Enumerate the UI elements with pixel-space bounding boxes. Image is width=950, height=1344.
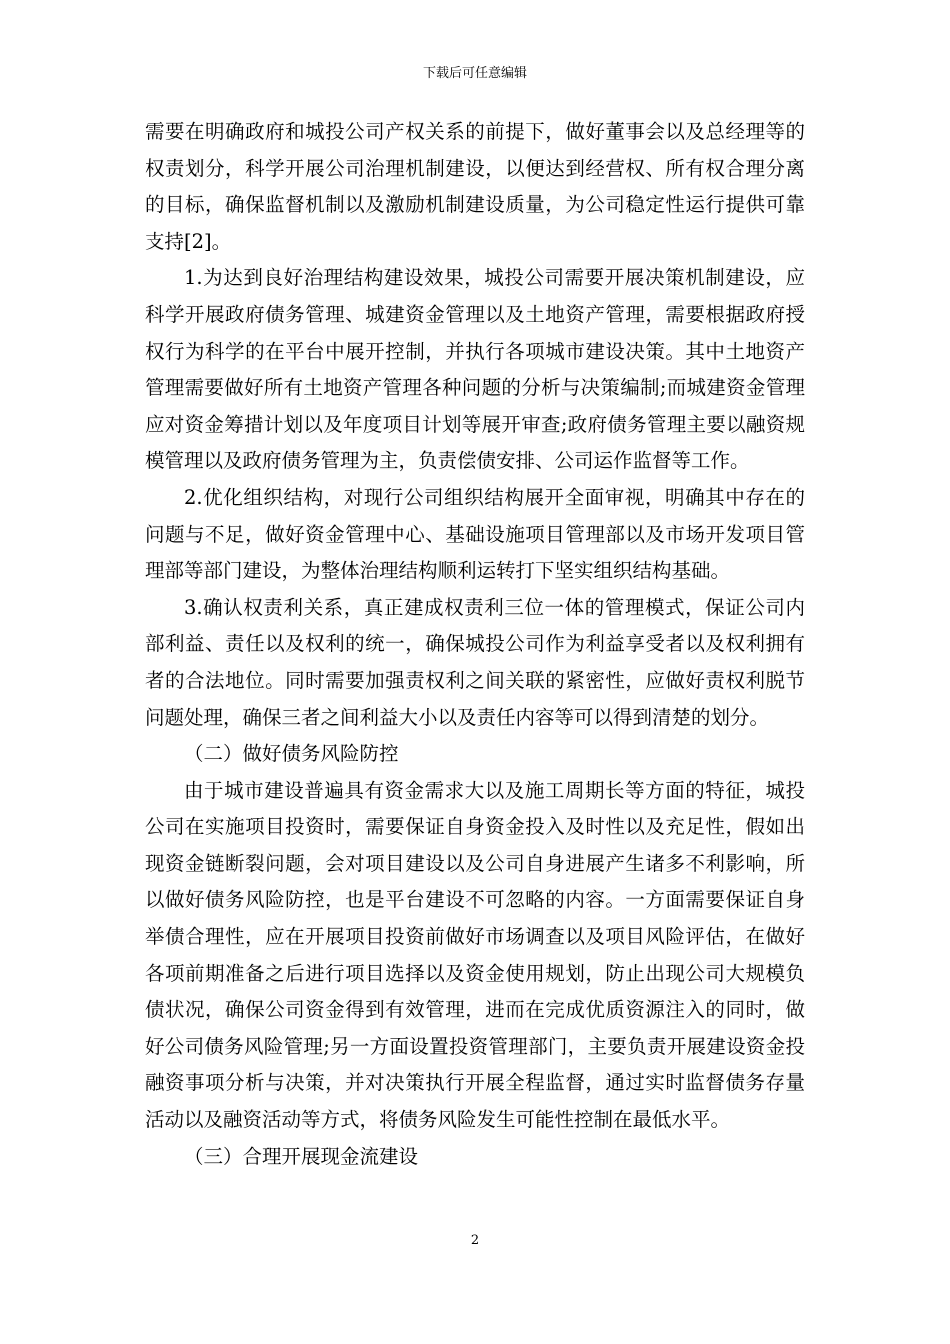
paragraph-debt-risk: 由于城市建设普遍具有资金需求大以及施工周期长等方面的特征，城投公司在实施项目投资时，需要保证自身资金投入及时性以及充足性，假如出现资金链断裂问题，会对项目建设以及公司自身进展产生诸多不利影响，所以做好债务风险防控，也是平台建设不可忽略的内容。一方面需要保证自身举债合理性，应在开展项目投资前做好市场调查以及项目风险评估，在做好各项前期准备之后进行项目选择以及资金使用规划，防止出现公司大规模负债状况，确保公司资金得到有效管理，进而在完成优质资源注入的同时，做好公司债务风险管理;另一方面设置投资管理部门，主要负责开展建设资金投融资事项分析与决策，并对决策执行开展全程监督，通过实时监督债务存量活动以及融资活动等方式，将债务风险发生可能性控制在最低水平。	[145, 778, 805, 1132]
document-body	[145, 114, 805, 1175]
paragraph-item-1: 1.为达到良好治理结构建设效果，城投公司需要开展决策机制建设，应科学开展政府债务管理、城建资金管理以及土地资产管理，需要根据政府授权行为科学的在平台中展开控制，并执行各项城市建设决策。其中土地资产管理需要做好所有土地资产管理各种问题的分析与决策编制;而城建资金管理应对资金筹措计划以及年度项目计划等展开审查;政府债务管理主要以融资规模管理以及政府债务管理为主，负责偿债安排、公司运作监督等工作。	[145, 266, 805, 473]
paragraph-continuation: 需要在明确政府和城投公司产权关系的前提下，做好董事会以及总经理等的权责划分，科学开展公司治理机制建设，以便达到经营权、所有权合理分离的目标，确保监督机制以及激励机制建设质量，为公司稳定性运行提供可靠支持[2]。	[145, 120, 805, 253]
page-header: 下载后可任意编辑	[422, 66, 527, 81]
section-heading-2: （二）做好债务风险防控	[184, 742, 399, 766]
paragraph-item-2: 2.优化组织结构，对现行公司组织结构展开全面审视，明确其中存在的问题与不足，做好资金管理中心、基础设施项目管理部以及市场开发项目管理部等部门建设，为整体治理结构顺利运转打下坚实组织结构基础。	[145, 485, 805, 583]
section-heading-3: （三）合理开展现金流建设	[184, 1144, 419, 1168]
page-number: 2	[470, 1233, 480, 1248]
paragraph-item-3: 3.确认权责利关系，真正建成权责利三位一体的管理模式，保证公司内部利益、责任以及权利的统一，确保城投公司作为利益享受者以及权利拥有者的合法地位。同时需要加强责权利之间关联的紧密性，应做好责权利脱节问题处理，确保三者之间利益大小以及责任内容等可以得到清楚的划分。	[145, 595, 805, 729]
